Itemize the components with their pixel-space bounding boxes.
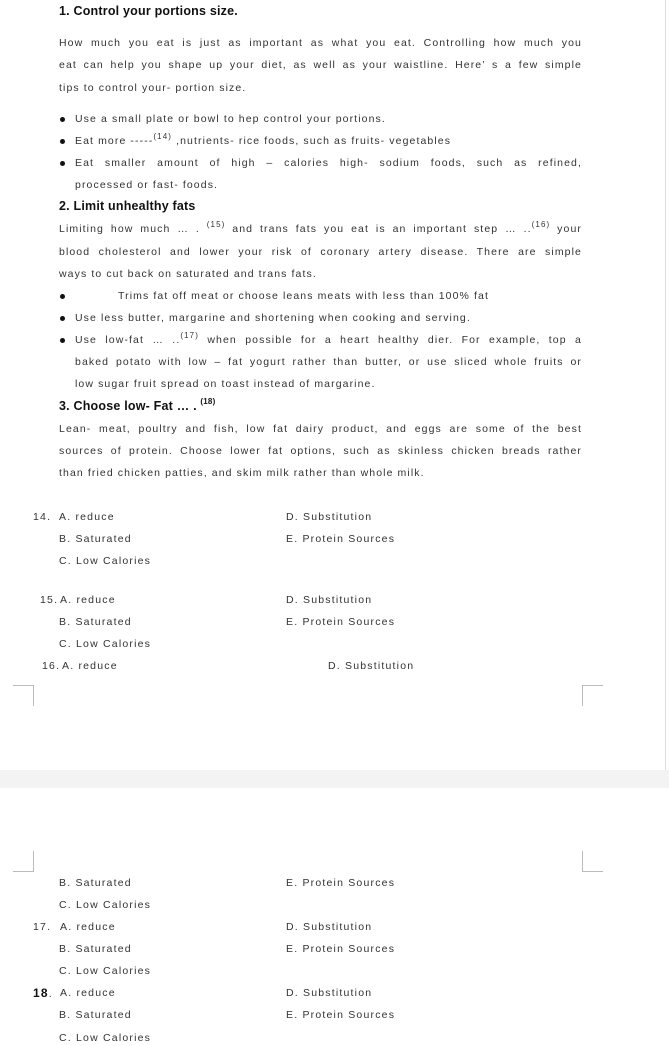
bullet-dot xyxy=(60,316,65,321)
blank-marker-14: (14) xyxy=(153,131,173,141)
page-break-gap xyxy=(0,770,669,788)
q18-option-c: C. Low Calories xyxy=(59,1032,152,1044)
q15-number: 15. xyxy=(40,594,59,606)
section1-heading: 1. Control your portions size. xyxy=(59,4,238,18)
q17-option-b: B. Saturated xyxy=(59,943,132,955)
q15-option-b: B. Saturated xyxy=(59,616,132,628)
section3-heading-text: 3. Choose low- Fat … . xyxy=(59,399,201,413)
section2-bullet3-line2: baked potato with low – fat yogurt rather than butter, or use sliced whole fruits or xyxy=(75,356,582,368)
bullet-dot xyxy=(60,294,65,299)
page-corner-mark xyxy=(582,851,603,872)
section3-heading xyxy=(59,396,216,413)
q18-option-a: A. reduce xyxy=(60,987,116,999)
q17-option-c: C. Low Calories xyxy=(59,965,152,977)
bullet3-post: when possible for a heart healthy dier. For example, top a xyxy=(198,334,582,346)
section1-intro-line2: eat can help you shape up your diet, as well as your waistline. Here’ s a few simple xyxy=(59,59,582,71)
q14-option-b: B. Saturated xyxy=(59,533,132,545)
intro-post: your xyxy=(550,223,583,235)
q14-option-c: C. Low Calories xyxy=(59,555,152,567)
section2-bullet2: Use less butter, margarine and shortening when cooking and serving. xyxy=(75,312,471,324)
q14-number: 14. xyxy=(33,511,52,523)
bullet2-pre: Eat more ----- xyxy=(75,135,154,147)
q17-number: 17. xyxy=(33,921,52,933)
q16-option-a: A. reduce xyxy=(62,660,118,672)
section1-bullet1: Use a small plate or bowl to hep control your portions. xyxy=(75,113,386,125)
q18-number-bold: 18 xyxy=(33,986,49,1000)
q14-option-a: A. reduce xyxy=(59,511,115,523)
q16-option-b: B. Saturated xyxy=(59,877,132,889)
bullet2-post: ,nutrients- rice foods, such as fruits- vegetables xyxy=(172,135,452,147)
section3-line1: Lean- meat, poultry and fish, low fat dairy product, and eggs are some of the best xyxy=(59,423,582,435)
q18-number-dot: . xyxy=(48,988,53,1000)
page-corner-mark xyxy=(582,685,603,706)
q17-option-d: D. Substitution xyxy=(286,921,373,933)
section2-bullet1: Trims fat off meat or choose leans meats with less than 100% fat xyxy=(118,290,489,302)
section1-intro-line1: How much you eat is just as important as what you eat. Controlling how much you xyxy=(59,37,582,49)
section1-bullet2 xyxy=(75,131,452,147)
bullet-dot xyxy=(60,161,65,166)
intro-pre: Limiting how much … . xyxy=(59,223,207,235)
blank-marker-16: (16) xyxy=(531,219,551,229)
section2-bullet3-line1 xyxy=(75,330,582,346)
q18-option-b: B. Saturated xyxy=(59,1009,132,1021)
q18-option-e: E. Protein Sources xyxy=(286,1009,396,1021)
q18-number xyxy=(33,986,53,1000)
q15-option-c: C. Low Calories xyxy=(59,638,152,650)
page-corner-mark xyxy=(13,685,34,706)
q15-option-a: A. reduce xyxy=(60,594,116,606)
blank-marker-18: (18) xyxy=(200,396,216,406)
page-corner-mark xyxy=(13,851,34,872)
page-edge xyxy=(665,0,666,770)
q15-option-d: D. Substitution xyxy=(286,594,373,606)
bullet-dot xyxy=(60,139,65,144)
bullet3-pre: Use low-fat … .. xyxy=(75,334,181,346)
section3-line2: sources of protein. Choose lower fat options, such as skinless chicken breads rather xyxy=(59,445,582,457)
section3-line3: than fried chicken patties, and skim milk rather than whole milk. xyxy=(59,467,425,479)
q17-option-e: E. Protein Sources xyxy=(286,943,396,955)
q14-option-e: E. Protein Sources xyxy=(286,533,396,545)
q16-option-e: E. Protein Sources xyxy=(286,877,396,889)
section2-bullet3-line3: low sugar fruit spread on toast instead of margarine. xyxy=(75,378,376,390)
bullet-dot xyxy=(60,117,65,122)
bullet-dot xyxy=(60,338,65,343)
q14-option-d: D. Substitution xyxy=(286,511,373,523)
q16-option-c: C. Low Calories xyxy=(59,899,152,911)
blank-marker-17: (17) xyxy=(180,330,199,340)
q17-option-a: A. reduce xyxy=(60,921,116,933)
section2-heading: 2. Limit unhealthy fats xyxy=(59,199,196,213)
section1-bullet3-line2: processed or fast- foods. xyxy=(75,179,219,191)
q18-option-d: D. Substitution xyxy=(286,987,373,999)
section2-intro-line3: ways to cut back on saturated and trans fats. xyxy=(59,268,317,280)
blank-marker-15: (15) xyxy=(206,219,226,229)
section2-intro-line1 xyxy=(59,219,583,235)
section1-bullet3-line1: Eat smaller amount of high – calories high- sodium foods, such as refined, xyxy=(75,157,582,169)
q16-option-d: D. Substitution xyxy=(328,660,415,672)
section1-intro-line3: tips to control your- portion size. xyxy=(59,82,247,94)
q15-option-e: E. Protein Sources xyxy=(286,616,396,628)
section2-intro-line2: blood cholesterol and lower your risk of coronary artery disease. There are simple xyxy=(59,246,582,258)
intro-mid: and trans fats you eat is an important step … .. xyxy=(225,223,532,235)
q16-number: 16. xyxy=(42,660,61,672)
